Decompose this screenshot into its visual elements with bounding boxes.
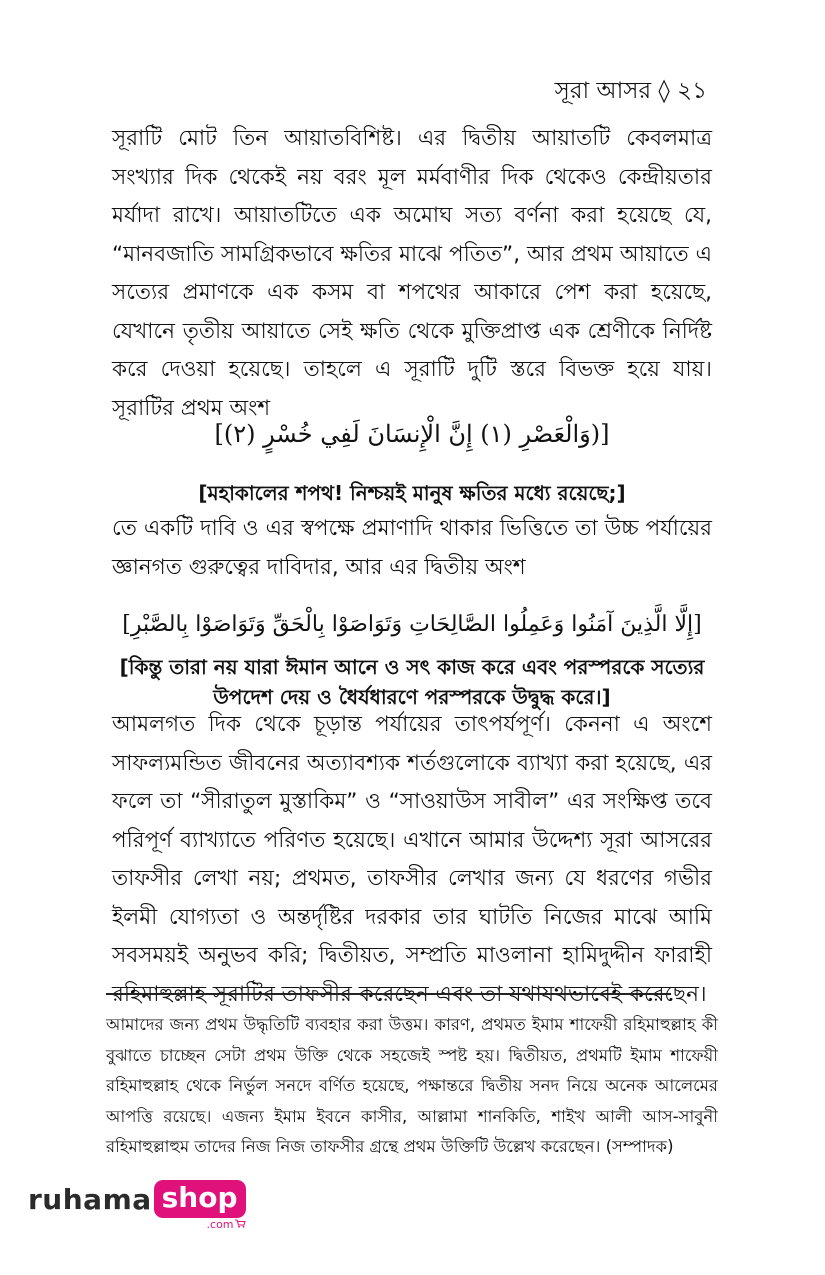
logo-domain-row bbox=[207, 1218, 246, 1231]
footnote-divider bbox=[106, 993, 671, 995]
translation-verse-2-line-1: [কিন্তু তারা নয় যারা ঈমান আনে ও সৎ কাজ করে এবং পরস্পরকে সত্যের bbox=[119, 655, 705, 679]
translation-verse-2 bbox=[112, 652, 712, 712]
arabic-verse-1: [(وَالْعَصْرِ (١) إِنَّ الْإِنسَانَ لَفِي خُسْرٍ (٢)] bbox=[214, 420, 610, 448]
footnote: আমাদের জন্য প্রথম উদ্ধৃতিটি ব্যবহার করা উত্তম। কারণ, প্রথমত ইমাম শাফেয়ী রহিমাহুল্লাহ কী বুঝাতে চাচ্ছেন সেটা প্রথম উক্তি থেকে সহজেই স্পষ্ট হয়। দ্বিতীয়ত, প্রথমটি ইমাম শাফেয়ী রহিমাহুল্লাহ থেকে নির্ভুল সনদে বর্ণিত হয়েছে, পক্ষান্তরে দ্বিতীয় সনদ নিয়ে অনেক আলেমের আপত্তি রয়েছে। এজন্য ইমাম ইবনে কাসীর, আল্লামা শানকিতি, শাইখ আলী আস-সাবুনী রহিমাহুল্লাহুম তাদের নিজ নিজ তাফসীর গ্রন্থে প্রথম উক্তিটি উল্লেখ করেছেন। (সম্পাদক) bbox=[106, 1015, 718, 1156]
logo-domain: .com bbox=[206, 1218, 234, 1231]
paragraph-main: আমলগত দিক থেকে চূড়ান্ত পর্যায়ের তাৎপর্যপূর্ণ। কেননা এ অংশে সাফল্যমন্ডিত জীবনের অত্যাবশ্যক শর্তগুলোকে ব্যাখ্যা করা হয়েছে, এর ফলে তা “সীরাতুল মুস্তাকিম” ও “সাওয়াউস সাবীল” এর সংক্ষিপ্ত তবে পরিপূর্ণ ব্যাখ্যাতে পরিণত হয়েছে। এখানে আমার উদ্দেশ্য সূরা আসরের তাফসীর লেখা নয়; প্রথমত, তাফসীর লেখার জন্য যে ধরণের গভীর ইলমী যোগ্যতা ও অন্তর্দৃষ্টির দরকার তার ঘাটতি নিজের মাঝে আমি সবসময়ই অনুভব করি; দ্বিতীয়ত, সম্প্রতি মাওলানা হামিদুদ্দীন ফারাহী রহিমাহুল্লাহ সূরাটির তাফসীর করেছেন এবং তা যথাযথভাবেই করেছেন। bbox=[112, 712, 712, 1007]
paragraph-middle: তে একটি দাবি ও এর স্বপক্ষে প্রমাণাদি থাকার ভিত্তিতে তা উচ্চ পর্যায়ের জ্ঞানগত গুরুত্বের দাবিদার, আর এর দ্বিতীয় অংশ bbox=[112, 516, 712, 580]
logo-text-shop: shop bbox=[154, 1180, 246, 1218]
paragraph-intro: সূরাটি মোট তিন আয়াতবিশিষ্ট। এর দ্বিতীয় আয়াতটি কেবলমাত্র সংখ্যার দিক থেকেই নয় বরং মূল মর্মবাণীর দিক থেকেও কেন্দ্রীয়তার মর্যাদা রাখে। আয়াতটিতে এক অমোঘ সত্য বর্ণনা করা হয়েছে যে, “মানবজাতি সামগ্রিকভাবে ক্ষতির মাঝে পতিত”, আর প্রথম আয়াতে এ সত্যের প্রমাণকে এক কসম বা শপথের আকারে পেশ করা হয়েছে, যেখানে তৃতীয় আয়াতে সেই ক্ষতি থেকে মুক্তিপ্রাপ্ত এক শ্রেণীকে নির্দিষ্ট করে দেওয়া হয়েছে। তাহলে এ সূরাটি দুটি স্তরে বিভক্ত হয়ে যায়। সূরাটির প্রথম অংশ bbox=[112, 126, 712, 421]
running-head: সূরা আসর ◊ ২১ bbox=[554, 78, 707, 104]
publisher-logo bbox=[28, 1180, 246, 1231]
arabic-verse-2: [إِلَّا الَّذِينَ آمَنُوا وَعَمِلُوا الصَّالِحَاتِ وَتَوَاصَوْا بِالْحَقِّ وَتَوَاصَوْا بِالصَّبْرِ] bbox=[122, 612, 702, 637]
cart-icon bbox=[235, 1218, 246, 1231]
translation-verse-1: [মহাকালের শপথ! নিশ্চয়ই মানুষ ক্ষতির মধ্যে রয়েছে;] bbox=[198, 481, 626, 505]
logo-right-block bbox=[154, 1180, 246, 1231]
translation-verse-2-line-2: উপদেশ দেয় ও ধৈর্যধারণে পরস্পরকে উদ্বুদ্ধ করে।] bbox=[213, 685, 611, 709]
logo-text-ruhama: ruhama bbox=[28, 1183, 152, 1216]
